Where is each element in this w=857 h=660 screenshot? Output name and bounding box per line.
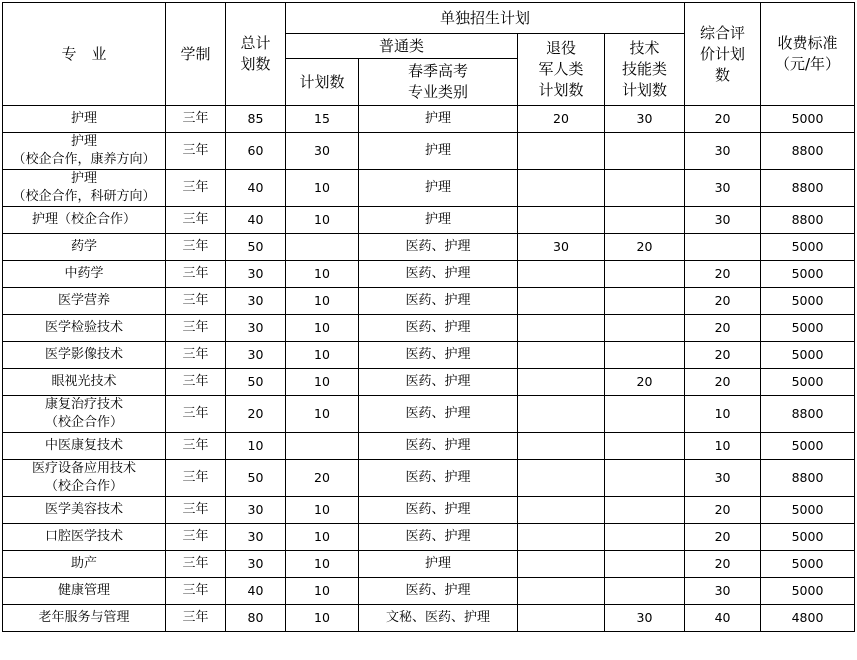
cell-veteran <box>518 551 605 578</box>
cell-spring-category: 医药、护理 <box>359 234 518 261</box>
cell-duration: 三年 <box>166 133 226 170</box>
cell-total: 40 <box>226 170 286 207</box>
cell-plan-count <box>286 234 359 261</box>
cell-plan-count <box>286 433 359 460</box>
cell-comprehensive: 20 <box>685 342 761 369</box>
cell-tech-skill <box>605 315 685 342</box>
cell-tech-skill <box>605 433 685 460</box>
cell-tech-skill <box>605 288 685 315</box>
cell-total: 85 <box>226 106 286 133</box>
cell-fee: 5000 <box>761 288 855 315</box>
table-header <box>3 3 855 106</box>
cell-comprehensive: 20 <box>685 315 761 342</box>
cell-total: 30 <box>226 342 286 369</box>
cell-spring-category: 医药、护理 <box>359 524 518 551</box>
cell-comprehensive: 40 <box>685 605 761 632</box>
cell-duration: 三年 <box>166 288 226 315</box>
cell-major: 护理（校企合作） <box>3 207 166 234</box>
table-row <box>3 106 855 133</box>
cell-veteran <box>518 207 605 234</box>
cell-fee: 5000 <box>761 551 855 578</box>
cell-comprehensive: 30 <box>685 578 761 605</box>
table-row <box>3 551 855 578</box>
cell-veteran <box>518 396 605 433</box>
cell-fee: 8800 <box>761 207 855 234</box>
header-comprehensive: 综合评 价计划 数 <box>685 3 761 106</box>
header-tech-skill: 技术 技能类 计划数 <box>605 34 685 106</box>
cell-duration: 三年 <box>166 342 226 369</box>
cell-duration: 三年 <box>166 497 226 524</box>
cell-tech-skill <box>605 207 685 234</box>
cell-veteran <box>518 460 605 497</box>
table-row <box>3 315 855 342</box>
cell-plan-count: 10 <box>286 369 359 396</box>
cell-duration: 三年 <box>166 170 226 207</box>
cell-fee: 5000 <box>761 578 855 605</box>
cell-duration: 三年 <box>166 315 226 342</box>
cell-plan-count: 20 <box>286 460 359 497</box>
cell-total: 30 <box>226 261 286 288</box>
cell-fee: 5000 <box>761 433 855 460</box>
cell-tech-skill <box>605 497 685 524</box>
cell-spring-category: 医药、护理 <box>359 288 518 315</box>
cell-spring-category: 护理 <box>359 207 518 234</box>
cell-tech-skill <box>605 578 685 605</box>
cell-tech-skill: 30 <box>605 106 685 133</box>
cell-comprehensive: 10 <box>685 433 761 460</box>
cell-total: 30 <box>226 551 286 578</box>
cell-major: 护理 <box>3 106 166 133</box>
cell-fee: 8800 <box>761 133 855 170</box>
table-row <box>3 497 855 524</box>
cell-major: 医学影像技术 <box>3 342 166 369</box>
cell-plan-count: 10 <box>286 605 359 632</box>
cell-fee: 5000 <box>761 234 855 261</box>
table-row <box>3 605 855 632</box>
cell-total: 30 <box>226 524 286 551</box>
cell-tech-skill: 20 <box>605 369 685 396</box>
cell-tech-skill <box>605 524 685 551</box>
cell-fee: 8800 <box>761 396 855 433</box>
cell-tech-skill <box>605 396 685 433</box>
table-row <box>3 369 855 396</box>
header-veteran: 退役 军人类 计划数 <box>518 34 605 106</box>
cell-comprehensive: 20 <box>685 497 761 524</box>
cell-duration: 三年 <box>166 524 226 551</box>
cell-plan-count: 10 <box>286 288 359 315</box>
cell-duration: 三年 <box>166 261 226 288</box>
cell-veteran <box>518 497 605 524</box>
cell-plan-count: 10 <box>286 551 359 578</box>
cell-comprehensive: 30 <box>685 207 761 234</box>
cell-major: 助产 <box>3 551 166 578</box>
table-row <box>3 261 855 288</box>
cell-major: 医学检验技术 <box>3 315 166 342</box>
cell-spring-category: 医药、护理 <box>359 578 518 605</box>
cell-major: 中药学 <box>3 261 166 288</box>
table-row <box>3 524 855 551</box>
cell-veteran: 30 <box>518 234 605 261</box>
table-row <box>3 207 855 234</box>
cell-veteran <box>518 315 605 342</box>
cell-tech-skill <box>605 170 685 207</box>
header-spring-category: 春季高考 专业类别 <box>359 59 518 106</box>
cell-plan-count: 10 <box>286 524 359 551</box>
cell-fee: 5000 <box>761 342 855 369</box>
cell-spring-category: 医药、护理 <box>359 396 518 433</box>
cell-plan-count: 10 <box>286 315 359 342</box>
cell-total: 50 <box>226 460 286 497</box>
cell-fee: 5000 <box>761 497 855 524</box>
cell-spring-category: 文秘、医药、护理 <box>359 605 518 632</box>
cell-veteran: 20 <box>518 106 605 133</box>
cell-total: 30 <box>226 288 286 315</box>
cell-spring-category: 医药、护理 <box>359 315 518 342</box>
cell-comprehensive: 20 <box>685 106 761 133</box>
cell-major: 医学营养 <box>3 288 166 315</box>
cell-spring-category: 医药、护理 <box>359 369 518 396</box>
cell-plan-count: 30 <box>286 133 359 170</box>
cell-veteran <box>518 369 605 396</box>
cell-plan-count: 10 <box>286 497 359 524</box>
cell-total: 40 <box>226 207 286 234</box>
header-major: 专 业 <box>3 3 166 106</box>
table-row <box>3 396 855 433</box>
enrollment-plan-table <box>2 2 855 632</box>
cell-veteran <box>518 342 605 369</box>
cell-tech-skill <box>605 460 685 497</box>
cell-fee: 5000 <box>761 106 855 133</box>
header-total-plan: 总计 划数 <box>226 3 286 106</box>
cell-spring-category: 护理 <box>359 170 518 207</box>
cell-comprehensive: 30 <box>685 133 761 170</box>
cell-spring-category: 医药、护理 <box>359 433 518 460</box>
cell-duration: 三年 <box>166 234 226 261</box>
cell-comprehensive: 20 <box>685 261 761 288</box>
cell-tech-skill: 20 <box>605 234 685 261</box>
cell-tech-skill <box>605 261 685 288</box>
cell-duration: 三年 <box>166 460 226 497</box>
cell-total: 30 <box>226 497 286 524</box>
cell-veteran <box>518 170 605 207</box>
cell-duration: 三年 <box>166 396 226 433</box>
table-row <box>3 433 855 460</box>
cell-total: 50 <box>226 369 286 396</box>
cell-major: 康复治疗技术 （校企合作） <box>3 396 166 433</box>
cell-veteran <box>518 433 605 460</box>
cell-comprehensive: 20 <box>685 288 761 315</box>
cell-fee: 8800 <box>761 460 855 497</box>
cell-plan-count: 10 <box>286 261 359 288</box>
cell-tech-skill <box>605 133 685 170</box>
cell-fee: 4800 <box>761 605 855 632</box>
cell-major: 护理 （校企合作，科研方向） <box>3 170 166 207</box>
header-duration: 学制 <box>166 3 226 106</box>
cell-comprehensive: 20 <box>685 369 761 396</box>
cell-spring-category: 医药、护理 <box>359 497 518 524</box>
cell-spring-category: 医药、护理 <box>359 261 518 288</box>
cell-plan-count: 10 <box>286 578 359 605</box>
header-fee: 收费标准 （元/年） <box>761 3 855 106</box>
cell-comprehensive: 20 <box>685 524 761 551</box>
cell-comprehensive: 10 <box>685 396 761 433</box>
cell-spring-category: 医药、护理 <box>359 342 518 369</box>
cell-comprehensive <box>685 234 761 261</box>
table-row <box>3 170 855 207</box>
cell-total: 20 <box>226 396 286 433</box>
cell-duration: 三年 <box>166 207 226 234</box>
header-plan-count: 计划数 <box>286 59 359 106</box>
cell-veteran <box>518 133 605 170</box>
cell-duration: 三年 <box>166 369 226 396</box>
cell-major: 药学 <box>3 234 166 261</box>
cell-veteran <box>518 524 605 551</box>
cell-total: 30 <box>226 315 286 342</box>
header-single-enrollment: 单独招生计划 <box>286 3 685 34</box>
table-row <box>3 578 855 605</box>
cell-total: 50 <box>226 234 286 261</box>
cell-total: 10 <box>226 433 286 460</box>
cell-duration: 三年 <box>166 578 226 605</box>
table-row <box>3 460 855 497</box>
table-row <box>3 234 855 261</box>
cell-major: 眼视光技术 <box>3 369 166 396</box>
cell-fee: 5000 <box>761 261 855 288</box>
cell-fee: 8800 <box>761 170 855 207</box>
cell-tech-skill <box>605 551 685 578</box>
cell-veteran <box>518 605 605 632</box>
cell-spring-category: 医药、护理 <box>359 460 518 497</box>
cell-plan-count: 10 <box>286 207 359 234</box>
table-row <box>3 288 855 315</box>
cell-plan-count: 10 <box>286 342 359 369</box>
cell-plan-count: 10 <box>286 396 359 433</box>
cell-comprehensive: 20 <box>685 551 761 578</box>
cell-veteran <box>518 261 605 288</box>
cell-fee: 5000 <box>761 369 855 396</box>
cell-major: 口腔医学技术 <box>3 524 166 551</box>
cell-duration: 三年 <box>166 551 226 578</box>
cell-comprehensive: 30 <box>685 460 761 497</box>
cell-major: 老年服务与管理 <box>3 605 166 632</box>
cell-total: 60 <box>226 133 286 170</box>
cell-spring-category: 护理 <box>359 551 518 578</box>
cell-major: 医疗设备应用技术 （校企合作） <box>3 460 166 497</box>
cell-fee: 5000 <box>761 315 855 342</box>
cell-tech-skill: 30 <box>605 605 685 632</box>
cell-duration: 三年 <box>166 605 226 632</box>
cell-major: 健康管理 <box>3 578 166 605</box>
cell-veteran <box>518 578 605 605</box>
table-row <box>3 342 855 369</box>
cell-comprehensive: 30 <box>685 170 761 207</box>
cell-total: 80 <box>226 605 286 632</box>
cell-plan-count: 15 <box>286 106 359 133</box>
cell-plan-count: 10 <box>286 170 359 207</box>
table-body <box>3 106 855 632</box>
table-row <box>3 133 855 170</box>
cell-major: 护理 （校企合作，康养方向） <box>3 133 166 170</box>
cell-veteran <box>518 288 605 315</box>
cell-spring-category: 护理 <box>359 106 518 133</box>
cell-duration: 三年 <box>166 433 226 460</box>
header-general: 普通类 <box>286 34 518 59</box>
cell-fee: 5000 <box>761 524 855 551</box>
cell-major: 医学美容技术 <box>3 497 166 524</box>
cell-duration: 三年 <box>166 106 226 133</box>
cell-spring-category: 护理 <box>359 133 518 170</box>
cell-tech-skill <box>605 342 685 369</box>
cell-major: 中医康复技术 <box>3 433 166 460</box>
cell-total: 40 <box>226 578 286 605</box>
